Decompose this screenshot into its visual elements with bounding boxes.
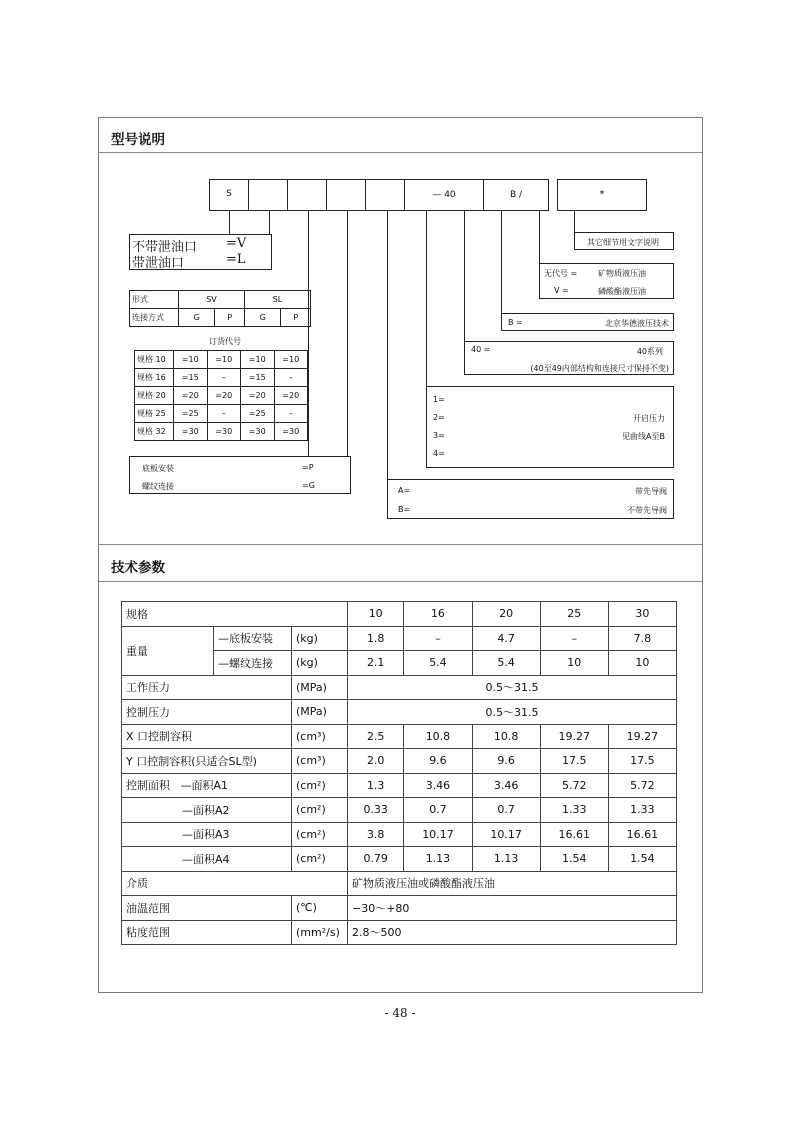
size-cell: =25 [241, 405, 275, 423]
size-label: 规格 32 [135, 423, 174, 441]
value-cell: 9.6 [472, 749, 540, 774]
form-table [129, 290, 311, 327]
value-cell: 7.8 [608, 626, 676, 651]
value-cell: 1.13 [404, 847, 472, 872]
value-cell: 1.3 [348, 773, 404, 798]
pressure-curve: 见曲线A至B [622, 432, 665, 441]
value-cell: 3.46 [472, 773, 540, 798]
x-volume-label: X 口控制容积 [122, 724, 292, 749]
unit: (MPa) [292, 675, 348, 700]
series-box [464, 341, 674, 375]
area-a3-label: —面积A3 [122, 822, 292, 847]
value-cell: 0.7 [472, 798, 540, 823]
code-box-series: — 40 [404, 179, 484, 211]
code-box-4 [326, 179, 366, 211]
connector [229, 211, 230, 235]
medium-box [539, 263, 674, 299]
code-box-other: * [557, 179, 647, 211]
code-box-5 [365, 179, 405, 211]
size-cell: =30 [241, 423, 275, 441]
size-cell: =25 [174, 405, 208, 423]
value-cell: 10 [540, 651, 608, 676]
size-cell: – [207, 405, 241, 423]
viscosity-label: 粘度范围 [122, 920, 292, 945]
weight-thread-label: —螺纹连接 [214, 651, 292, 676]
medium-a-text: 矿物质液压油 [598, 269, 646, 278]
temp-label: 油温范围 [122, 896, 292, 921]
pressure-open: 开启压力 [633, 414, 665, 423]
size-cell: =15 [241, 369, 275, 387]
connector [426, 211, 427, 386]
size-cell: =10 [207, 351, 241, 369]
value-cell: 10 [608, 651, 676, 676]
value-cell: 4.7 [472, 626, 540, 651]
conn-cell: G [179, 309, 215, 327]
conn-cell: G [244, 309, 280, 327]
page-frame [98, 117, 703, 993]
install-thread: 螺纹连接 [142, 482, 174, 491]
unit: (℃) [292, 896, 348, 921]
pilot-box [387, 479, 674, 519]
value-cell: 10.17 [404, 822, 472, 847]
pressure-3: 3= [433, 431, 445, 440]
pilot-a-code: A= [398, 486, 411, 495]
value-cell: 2.5 [348, 724, 404, 749]
value-cell: 19.27 [608, 724, 676, 749]
value-cell: 5.72 [540, 773, 608, 798]
area-a1-label: —面积A1 [180, 779, 229, 793]
params-header-size: 10 [348, 602, 404, 627]
size-cell: =20 [241, 387, 275, 405]
size-cell: =20 [207, 387, 241, 405]
size-label: 规格 20 [135, 387, 174, 405]
install-plate: 底板安装 [142, 464, 174, 473]
brand-text: 北京华德液压技术 [605, 319, 669, 328]
size-cell: =30 [274, 423, 308, 441]
medium-value: 矿物质液压油或磷酸酯液压油 [348, 871, 677, 896]
y-volume-label: Y 口控制容积(只适合SL型) [122, 749, 292, 774]
other-box [574, 232, 674, 250]
value-cell: 3.8 [348, 822, 404, 847]
divider [99, 152, 702, 153]
size-label: 规格 10 [135, 351, 174, 369]
value-cell: 0.79 [348, 847, 404, 872]
value-cell: 1.33 [540, 798, 608, 823]
params-header-size: 20 [472, 602, 540, 627]
value-cell: 17.5 [608, 749, 676, 774]
value-cell: – [540, 626, 608, 651]
value-cell: 3.46 [404, 773, 472, 798]
size-cell: =20 [174, 387, 208, 405]
size-cell: =30 [207, 423, 241, 441]
other-text: 其它细节用文字说明 [587, 238, 659, 247]
size-label: 规格 25 [135, 405, 174, 423]
unit: (cm²) [292, 847, 348, 872]
size-cell: – [274, 405, 308, 423]
unit: (kg) [292, 626, 348, 651]
value-cell: 1.8 [348, 626, 404, 651]
control-pressure-label: 控制压力 [122, 700, 292, 725]
temp-value: −30～+80 [348, 896, 677, 921]
connector [308, 211, 309, 456]
value-cell: 1.13 [472, 847, 540, 872]
size-label: 规格 16 [135, 369, 174, 387]
connector [464, 211, 465, 341]
pilot-a-text: 带先导阀 [635, 487, 667, 496]
area-a4-label: —面积A4 [122, 847, 292, 872]
value-cell: 16.61 [540, 822, 608, 847]
drain-no-code: =V [226, 236, 247, 251]
value-cell: 17.5 [540, 749, 608, 774]
value-cell: 0.33 [348, 798, 404, 823]
params-header-size: 30 [608, 602, 676, 627]
model-code-row [209, 179, 647, 211]
connector [347, 211, 348, 486]
value-cell: 1.54 [540, 847, 608, 872]
drain-yes-code: =L [226, 252, 246, 267]
unit: (cm²) [292, 773, 348, 798]
size-cell: =15 [174, 369, 208, 387]
size-cell: =10 [274, 351, 308, 369]
value-cell: 0.7 [404, 798, 472, 823]
pressure-2: 2= [433, 413, 445, 422]
value-cell: 1.54 [608, 847, 676, 872]
connector [501, 211, 502, 313]
value-cell: 5.4 [472, 651, 540, 676]
code-box-2 [248, 179, 288, 211]
unit: (kg) [292, 651, 348, 676]
value-cell: 9.6 [404, 749, 472, 774]
viscosity-value: 2.8～500 [348, 920, 677, 945]
value-cell: 1.33 [608, 798, 676, 823]
params-header-size: 25 [540, 602, 608, 627]
value-cell: 2.0 [348, 749, 404, 774]
connector [539, 211, 540, 263]
pressure-box [426, 386, 674, 468]
divider [99, 544, 702, 545]
pressure-1: 1= [433, 395, 445, 404]
series-text: 40系列 [636, 347, 663, 356]
code-box-1: S [209, 179, 249, 211]
medium-b-code: V = [554, 286, 569, 295]
install-thread-code: =G [302, 481, 315, 490]
form-label: 形式 [130, 291, 179, 309]
drain-box [129, 234, 272, 270]
weight-label: 重量 [122, 626, 214, 675]
connector [387, 211, 388, 479]
size-cell: =10 [174, 351, 208, 369]
brand-box [501, 313, 674, 331]
unit: (cm²) [292, 822, 348, 847]
size-cell: =10 [241, 351, 275, 369]
pressure-4: 4= [433, 449, 445, 458]
value-cell: 16.61 [608, 822, 676, 847]
weight-plate-label: —底板安装 [214, 626, 292, 651]
form-sl: SL [244, 291, 310, 309]
section-title-model: 型号说明 [111, 132, 165, 148]
unit: (cm²) [292, 798, 348, 823]
value-cell: 0.5～31.5 [348, 700, 677, 725]
area-a1-row-label [122, 773, 292, 798]
value-cell: – [404, 626, 472, 651]
value-cell: 10.8 [472, 724, 540, 749]
series-code: 40 = [471, 345, 491, 354]
divider [99, 581, 702, 582]
value-cell: 19.27 [540, 724, 608, 749]
value-cell: 2.1 [348, 651, 404, 676]
drain-yes-label: 带泄油口 [132, 256, 185, 271]
pilot-b-code: B= [398, 505, 411, 514]
install-box [129, 456, 351, 494]
form-sv: SV [179, 291, 245, 309]
conn-cell: P [215, 309, 245, 327]
medium-label: 介质 [122, 871, 348, 896]
work-pressure-label: 工作压力 [122, 675, 292, 700]
value-cell: 5.72 [608, 773, 676, 798]
value-cell: 10.8 [404, 724, 472, 749]
params-table [121, 601, 677, 945]
unit: (mm²/s) [292, 920, 348, 945]
area-label: 控制面积 [126, 779, 170, 793]
unit: (MPa) [292, 700, 348, 725]
size-cell: =20 [274, 387, 308, 405]
code-box-3 [287, 179, 327, 211]
page-number: - 48 - [384, 1006, 416, 1020]
value-cell: 10.17 [472, 822, 540, 847]
code-box-brand: B / [483, 179, 549, 211]
pilot-b-text: 不带先导阀 [627, 506, 667, 515]
conn-cell: P [281, 309, 311, 327]
size-table [134, 350, 308, 441]
value-cell: 0.5～31.5 [348, 675, 677, 700]
conn-label: 连接方式 [130, 309, 179, 327]
size-cell: – [207, 369, 241, 387]
medium-a-code: 无代号 = [544, 269, 578, 278]
unit: (cm³) [292, 749, 348, 774]
params-header-size: 16 [404, 602, 472, 627]
area-a2-label: —面积A2 [122, 798, 292, 823]
size-cell: – [274, 369, 308, 387]
section-title-params: 技术参数 [111, 560, 165, 576]
install-plate-code: =P [302, 463, 314, 472]
series-note: (40至49内部结构和连接尺寸保持不变) [530, 364, 669, 373]
drain-no-label: 不带泄油口 [132, 240, 198, 255]
unit: (cm³) [292, 724, 348, 749]
value-cell: 5.4 [404, 651, 472, 676]
medium-b-text: 磷酸酯液压油 [598, 287, 646, 296]
size-cell: =30 [174, 423, 208, 441]
order-code-title: 订货代号 [209, 337, 241, 346]
params-header-label: 规格 [122, 602, 348, 627]
brand-code: B = [508, 318, 523, 327]
